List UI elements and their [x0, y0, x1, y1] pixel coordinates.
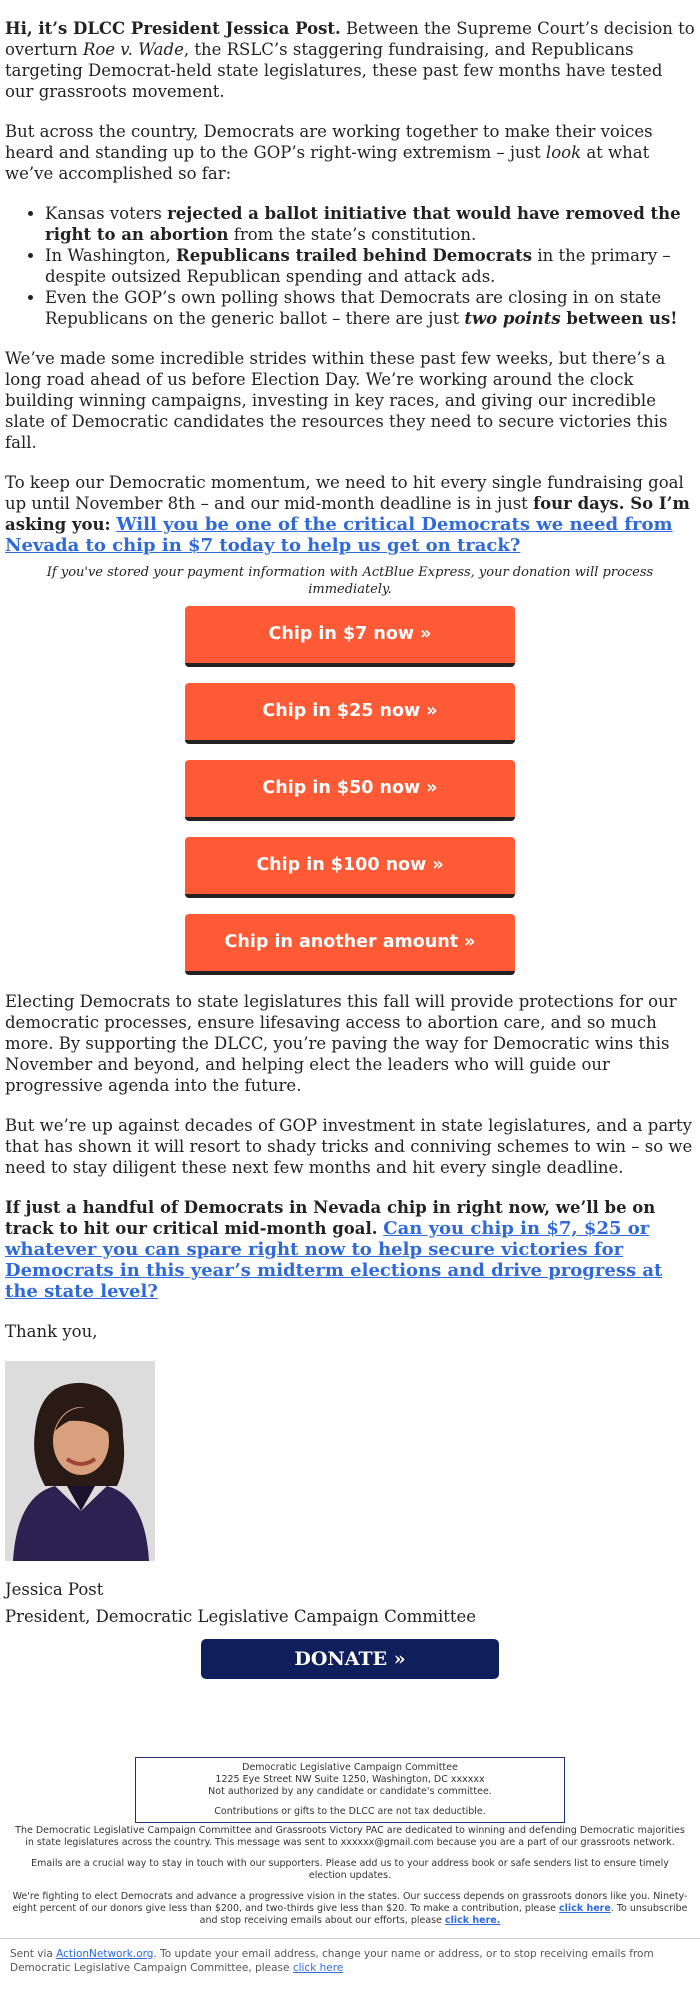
chip-in-7-link[interactable]: Will you be one of the critical Democrats we need from Nevada to chip in $7 today to help us get on track? [5, 514, 673, 556]
safe-senders-text: Emails are a crucial way to stay in touch with our supporters. Please add us to your address book or safe senders list to ensure timely election updates. [31, 1858, 669, 1881]
list-item: • Kansas voters rejected a ballot initiative that would have removed the right to an abortion from the state’s constitution. [45, 203, 695, 245]
chip-in-other-amount-button[interactable]: Chip in another amount » [185, 914, 515, 975]
sent-via-bar: Sent via ActionNetwork.org. To update your email address, change your name or address, or to stop receiving emails from Democratic Legislative Campaign Committee, please click here [0, 1938, 700, 1983]
donation-buttons [5, 606, 695, 975]
tax-note: Contributions or gifts to the DLCC are not tax deductible. [214, 1806, 486, 1817]
signer-name: Jessica Post [5, 1580, 104, 1599]
chip-in-100-button[interactable]: Chip in $100 now » [185, 837, 515, 898]
chip-in-final-link[interactable]: Can you chip in $7, $25 or whatever you can spare right now to help secure victories for Democrats in this year’s midterm elections and drive progress at the state level? [5, 1218, 663, 1302]
donors-text: We're fighting to elect Democrats and advance a progressive vision in the states. Our success depends on grassroots donors like you. Ninety-eight percent of our donors give less than $200, and two-thirds give less than $20. To make a contribution, please click here. To unsubscribe and stop receiving emails about our efforts, please click here. [12, 1891, 688, 1926]
donate-button[interactable]: DONATE » [201, 1639, 499, 1679]
thank-you: Thank you, [5, 1322, 98, 1341]
gop-investment-paragraph: But we’re up against decades of GOP investment in state legislatures, and a party that has shown it will resort to shady tricks and conniving schemes to win – so we need to stay diligent these next few months and hit every single deadline. [5, 1116, 693, 1177]
contribute-link[interactable]: click here [559, 1903, 611, 1914]
portrait-illustration [5, 1361, 155, 1561]
list-item: • In Washington, Republicans trailed behind Democrats in the primary – despite outsized Republican spending and attack ads. [45, 245, 695, 287]
accomplishments-list [5, 203, 695, 329]
chip-in-7-button[interactable]: Chip in $7 now » [185, 606, 515, 667]
authorization-note: Not authorized by any candidate or candidate's committee. [208, 1786, 492, 1797]
actblue-note: If you've stored your payment information with ActBlue Express, your donation will process immediately. [46, 565, 654, 597]
org-name: Democratic Legislative Campaign Committee [242, 1762, 458, 1773]
greeting: Hi, it’s DLCC President Jessica Post. [5, 19, 341, 38]
signer-title: President, Democratic Legislative Campaign Committee [5, 1607, 477, 1626]
unsubscribe-link[interactable]: click here. [444, 1915, 501, 1926]
ask-paragraph: To keep our Democratic momentum, we need to hit every single fundraising goal up until November 8th – and our mid-month deadline is in just four days. So I’m asking you: Will you be one of the critical Democrats we need from Nevada to chip in $7 today to help us get on track? [5, 473, 690, 556]
jessica-post-photo [5, 1361, 155, 1561]
chip-in-25-button[interactable]: Chip in $25 now » [185, 683, 515, 744]
strides-paragraph: We’ve made some incredible strides within these past few weeks, but there’s a long road ahead of us before Election Day. We’re working around the clock building winning campaigns, investing in key races, and giving our incredible slate of Democratic candidates the resources they need to secure victories this fall. [5, 349, 668, 452]
intro-paragraph: Hi, it’s DLCC President Jessica Post. Between the Supreme Court’s decision to overturn Roe v. Wade, the RSLC’s staggering fundraising, and Republicans targeting Democrat-held state legislatures, these past few months have tested our grassroots movement. [5, 19, 695, 101]
final-ask-paragraph: If just a handful of Democrats in Nevada chip in right now, we’ll be on track to hit our critical mid-month goal. Can you chip in $7, $25 or whatever you can spare right now to help secure victories for Democrats in this year’s midterm elections and drive progress at the state level? [5, 1198, 663, 1302]
address-box [135, 1757, 565, 1823]
update-preferences-link[interactable]: click here [292, 1962, 344, 1974]
email-footer [0, 1757, 700, 1936]
action-network-link[interactable]: ActionNetwork.org [56, 1948, 154, 1960]
chip-in-50-button[interactable]: Chip in $50 now » [185, 760, 515, 821]
list-item: • Even the GOP’s own polling shows that Democrats are closing in on state Republicans on the generic ballot – there are just two points between us! [45, 287, 695, 329]
org-address: 1225 Eye Street NW Suite 1250, Washington, DC xxxxxx [215, 1774, 485, 1785]
accomplishments-paragraph: But across the country, Democrats are working together to make their voices heard and standing up to the GOP’s right-wing extremism – just look at what we’ve accomplished so far: [5, 122, 653, 183]
dedication-text: The Democratic Legislative Campaign Committee and Grassroots Victory PAC are dedicated to winning and defending Democratic majorities in state legislatures across the country. This message was sent to xxxxxx@gmail.com because you are a part of our grassroots network. [15, 1825, 685, 1848]
protections-paragraph: Electing Democrats to state legislatures this fall will provide protections for our democratic processes, ensure lifesaving access to abortion care, and so much more. By supporting the DLCC, you’re paving the way for Democratic wins this November and beyond, and helping elect the leaders who will guide our progressive agenda into the future. [5, 992, 677, 1095]
